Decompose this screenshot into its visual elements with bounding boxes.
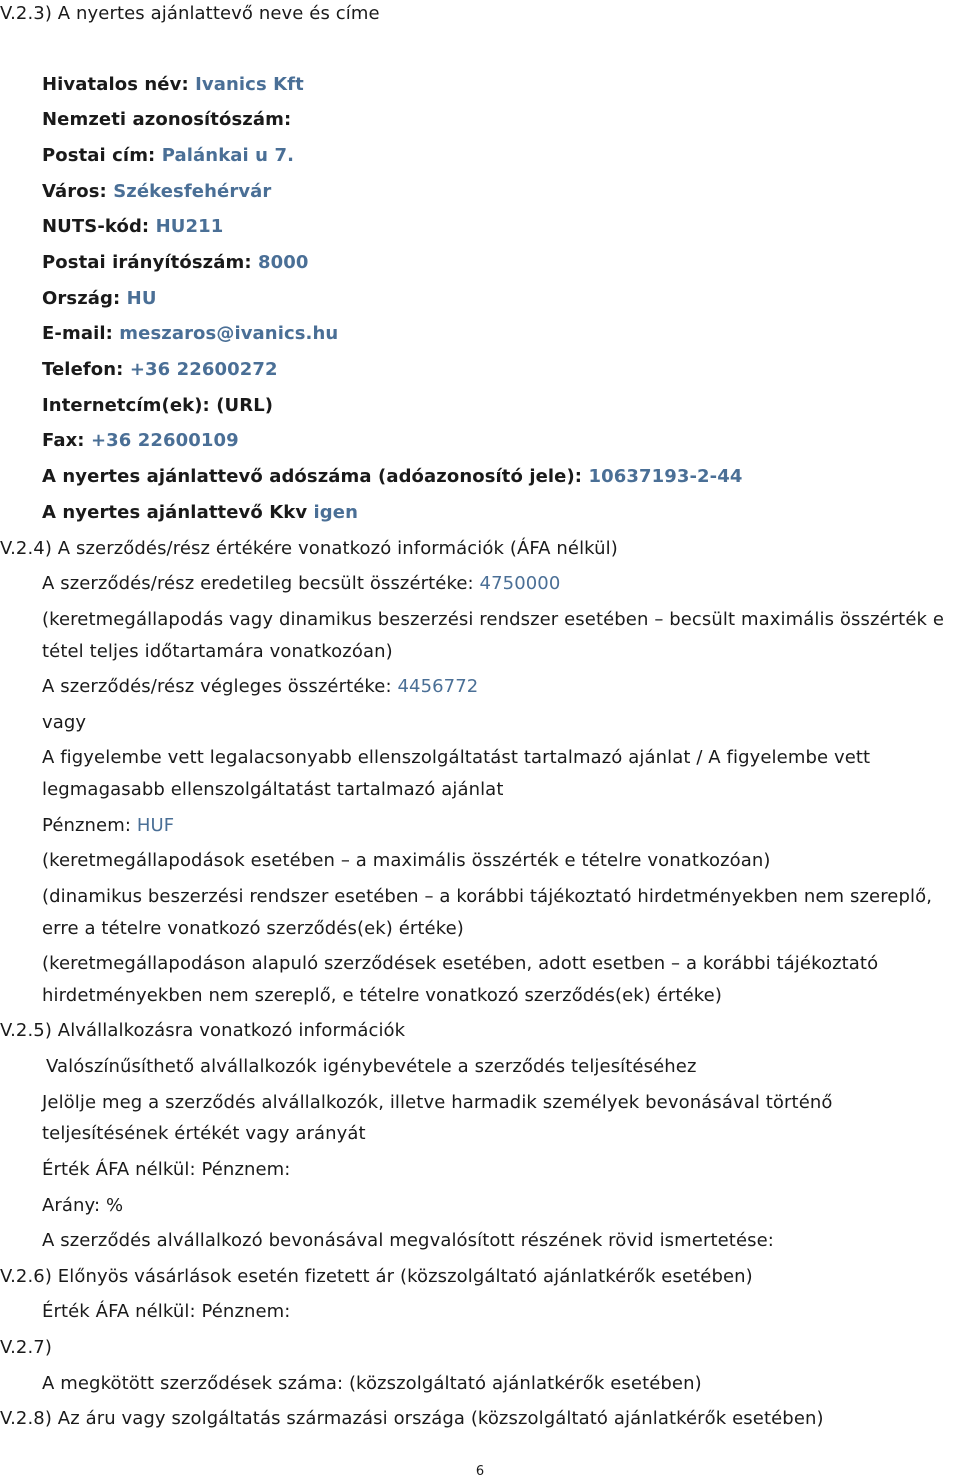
dynamic-note-line2: erre a tételre vonatkozó szerződés(ek) értéke) <box>42 918 464 939</box>
section-heading-v23: V.2.3) A nyertes ajánlattevő neve és címe <box>0 3 380 24</box>
section-heading-v24: V.2.4) A szerződés/rész értékére vonatkozó információk (ÁFA nélkül) <box>0 538 618 559</box>
subcontracting-ratio: Arány: % <box>42 1195 124 1216</box>
framework-note-line2: tétel teljes időtartamára vonatkozóan) <box>42 641 393 662</box>
nuts-label: NUTS-kód: <box>42 216 156 237</box>
subcontracting-likely: Valószínűsíthető alvállalkozók igénybevétele a szerződés teljesítéséhez <box>46 1056 697 1077</box>
lowest-offer-line2: legmagasabb ellenszolgáltatást tartalmazó ajánlat <box>42 779 504 800</box>
phone-label: Telefon: <box>42 359 130 380</box>
postal-address-row <box>42 144 294 168</box>
zip-label: Postai irányítószám: <box>42 252 258 273</box>
subcontracting-description: A szerződés alvállalkozó bevonásával megvalósított részének rövid ismertetése: <box>42 1230 774 1251</box>
country-label: Ország: <box>42 288 127 309</box>
currency-row <box>42 814 174 838</box>
city-row <box>42 180 271 204</box>
framework-note-line1: (keretmegállapodás vagy dinamikus beszerzési rendszer esetében – becsült maximális összérték e <box>42 609 945 630</box>
zip-row <box>42 251 309 275</box>
tax-id-label: A nyertes ajánlattevő adószáma (adóazonosító jele): <box>42 466 589 487</box>
postal-address-label: Postai cím: <box>42 145 162 166</box>
city-value: Székesfehérvár <box>113 181 272 202</box>
estimated-value-row <box>42 572 560 596</box>
currency-label: Pénznem: <box>42 815 137 836</box>
country-row <box>42 287 157 311</box>
section-heading-v25: V.2.5) Alvállalkozásra vonatkozó információk <box>0 1020 406 1041</box>
currency-value: HUF <box>136 815 175 836</box>
framework-based-note-line2: hirdetményekben nem szereplő, e tételre vonatkozó szerződés(ek) értéke) <box>42 985 722 1006</box>
fax-row <box>42 429 239 453</box>
subcontracting-value-currency: Érték ÁFA nélkül: Pénznem: <box>42 1159 291 1180</box>
section-heading-v28: V.2.8) Az áru vagy szolgáltatás származási országa (közszolgáltató ajánlatkérők esetében) <box>0 1408 824 1429</box>
section-heading-v26: V.2.6) Előnyös vásárlások esetén fizetett ár (közszolgáltató ajánlatkérők esetében) <box>0 1266 753 1287</box>
dynamic-note-line1: (dinamikus beszerzési rendszer esetében – a korábbi tájékoztató hirdetményekben nem szereplő, <box>42 886 933 907</box>
kkv-value: igen <box>313 502 359 523</box>
contracts-count: A megkötött szerződések száma: (közszolgáltató ajánlatkérők esetében) <box>42 1373 702 1394</box>
tax-id-row <box>42 465 742 489</box>
final-value-row <box>42 675 478 699</box>
national-id-label: Nemzeti azonosítószám: <box>42 109 292 130</box>
official-name-value: Ivanics Kft <box>195 74 304 95</box>
estimated-value-label: A szerződés/rész eredetileg becsült összértéke: <box>42 573 480 594</box>
kkv-row <box>42 501 358 525</box>
email-value: meszaros@ivanics.hu <box>119 323 339 344</box>
framework-based-note-line1: (keretmegállapodáson alapuló szerződések esetében, adott esetben – a korábbi tájékoztató <box>42 953 879 974</box>
tax-id-value: 10637193-2-44 <box>588 466 743 487</box>
framework-max-note: (keretmegállapodások esetében – a maximális összérték e tételre vonatkozóan) <box>42 850 771 871</box>
lowest-offer-line1: A figyelembe vett legalacsonyabb ellenszolgáltatást tartalmazó ajánlat / A figyelembe vett <box>42 747 871 768</box>
bargain-value-currency: Érték ÁFA nélkül: Pénznem: <box>42 1301 291 1322</box>
city-label: Város: <box>42 181 114 202</box>
nuts-row <box>42 215 223 239</box>
email-label: E-mail: <box>42 323 120 344</box>
kkv-label: A nyertes ajánlattevő Kkv <box>42 502 314 523</box>
or-text: vagy <box>42 712 87 733</box>
official-name-row <box>42 73 304 97</box>
nuts-value: HU211 <box>155 216 224 237</box>
country-value: HU <box>126 288 157 309</box>
final-value: 4456772 <box>397 676 479 697</box>
url-label: Internetcím(ek): (URL) <box>42 395 274 416</box>
phone-row <box>42 358 278 382</box>
zip-value: 8000 <box>258 252 309 273</box>
page-number: 6 <box>475 1464 485 1479</box>
official-name-label: Hivatalos név: <box>42 74 196 95</box>
final-value-label: A szerződés/rész végleges összértéke: <box>42 676 398 697</box>
postal-address-value: Palánkai u 7. <box>161 145 295 166</box>
estimated-value: 4750000 <box>479 573 561 594</box>
section-heading-v27: V.2.7) <box>0 1337 52 1358</box>
subcontracting-indicate-line1: Jelölje meg a szerződés alvállalkozók, illetve harmadik személyek bevonásával történő <box>42 1092 833 1113</box>
fax-label: Fax: <box>42 430 91 451</box>
fax-value: +36 22600109 <box>90 430 239 451</box>
phone-value: +36 22600272 <box>129 359 278 380</box>
subcontracting-indicate-line2: teljesítésének értékét vagy arányát <box>42 1123 366 1144</box>
email-row <box>42 322 338 346</box>
